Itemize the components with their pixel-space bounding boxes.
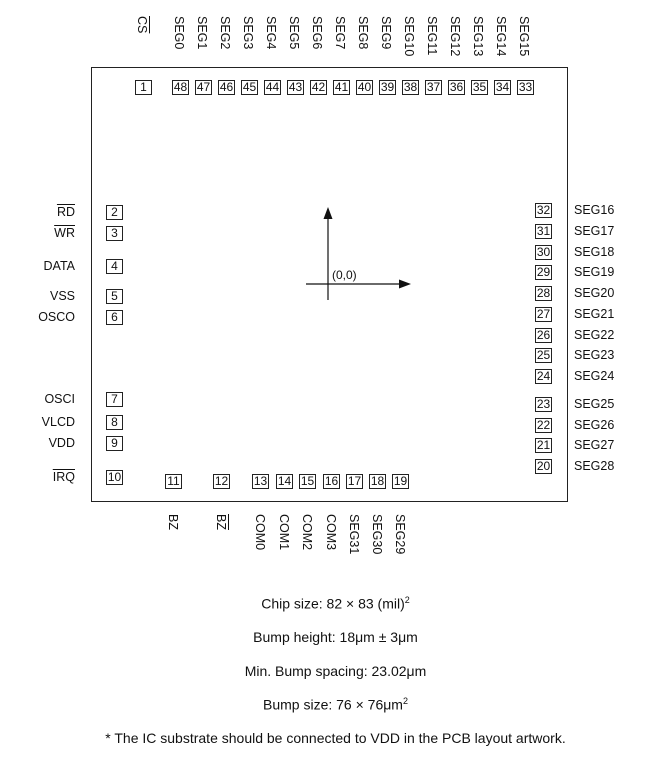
pin-label-right-7: SEG23 — [574, 348, 615, 362]
bump-size-note — [0, 696, 671, 713]
bump-spacing-note: Min. Bump spacing: 23.02μm — [244, 663, 427, 679]
pin-label-left-3: VSS — [49, 289, 75, 303]
pin-label-left-7: VDD — [48, 436, 75, 450]
pad-top-14: 35 — [472, 80, 487, 94]
pin-label-bottom-4: COM2 — [300, 514, 314, 551]
pin-label-top-7: SEG6 — [310, 16, 324, 50]
pin-label-right-11: SEG27 — [574, 438, 615, 452]
pin-label-left-5: OSCI — [44, 392, 75, 406]
pad-top-0: 1 — [135, 80, 152, 95]
pad-top-3: 46 — [219, 80, 234, 94]
pad-left-1: 3 — [106, 226, 123, 241]
pad-top-13: 36 — [449, 80, 464, 94]
pad-left-4: 6 — [106, 310, 123, 325]
x-axis-arrowhead — [399, 280, 411, 289]
pin-label-top-9: SEG8 — [356, 16, 370, 50]
pad-top-10: 39 — [380, 80, 395, 94]
pad-top-8: 41 — [334, 80, 349, 94]
pin-label-top-13: SEG12 — [448, 16, 462, 57]
pad-top-4: 45 — [242, 80, 257, 94]
pin-label-top-2: SEG1 — [195, 16, 209, 50]
pin-label-top-0: $\overline{CS}$ — [135, 16, 149, 34]
pin-label-top-10: SEG9 — [379, 16, 393, 50]
pin-label-right-4: SEG20 — [574, 286, 615, 300]
origin-label: (0,0) — [332, 268, 357, 282]
pad-right-0: 32 — [536, 203, 551, 217]
pad-top-11: 38 — [403, 80, 418, 94]
pin-label-right-3: SEG19 — [574, 265, 615, 279]
pad-right-8: 24 — [536, 369, 551, 383]
pin-label-bottom-2: COM0 — [253, 514, 267, 551]
pad-top-12: 37 — [426, 80, 441, 94]
pin-label-top-12: SEG11 — [425, 16, 439, 56]
pad-top-1: 48 — [173, 80, 188, 94]
pad-bottom-8: 19 — [393, 474, 408, 488]
pad-left-0: 2 — [106, 205, 123, 220]
pad-bottom-3: 14 — [277, 474, 292, 488]
pad-right-2: 30 — [536, 245, 551, 259]
pin-label-right-2: SEG18 — [574, 245, 615, 259]
pad-right-9: 23 — [536, 397, 551, 411]
pin-label-top-16: SEG15 — [517, 16, 531, 57]
pin-label-left-8: $\overline{IRQ}$ — [52, 470, 75, 484]
pin-label-right-6: SEG22 — [574, 328, 615, 342]
pad-bottom-5: 16 — [324, 474, 339, 488]
pin-label-bottom-0: BZ — [166, 514, 180, 530]
bump-height-note: Bump height: 18μm ± 3μm — [253, 629, 418, 645]
pin-label-bottom-3: COM1 — [277, 514, 291, 551]
pin-label-bottom-8: SEG29 — [393, 514, 407, 555]
pin-label-top-6: SEG5 — [287, 16, 301, 50]
pad-left-5: 7 — [106, 392, 123, 407]
pin-label-bottom-1: $\overline{BZ}$ — [214, 514, 228, 530]
pin-label-bottom-7: SEG30 — [370, 514, 384, 555]
pin-label-left-6: VLCD — [41, 415, 75, 429]
pin-label-right-12: SEG28 — [574, 459, 615, 473]
pin-label-right-1: SEG17 — [574, 224, 615, 238]
pin-label-left-0: $\overline{RD}$ — [56, 205, 75, 219]
substrate-footnote: * The IC substrate should be connected to VDD in the PCB layout artwork. — [105, 730, 566, 746]
pin-label-right-9: SEG25 — [574, 397, 615, 411]
chip-size-note — [0, 595, 671, 612]
pad-bottom-4: 15 — [300, 474, 315, 488]
pad-left-6: 8 — [106, 415, 123, 430]
pin-label-left-1: $\overline{WR}$ — [54, 226, 75, 240]
pin-label-top-14: SEG13 — [471, 16, 485, 57]
pin-label-bottom-6: SEG31 — [347, 514, 361, 555]
pad-top-9: 40 — [357, 80, 372, 94]
pad-left-7: 9 — [106, 436, 123, 451]
pad-right-3: 29 — [536, 265, 551, 279]
pin-label-top-15: SEG14 — [494, 16, 508, 57]
pin-label-left-4: OSCO — [38, 310, 75, 324]
pin-label-left-2: DATA — [43, 259, 75, 273]
pad-left-2: 4 — [106, 259, 123, 274]
pin-label-top-4: SEG3 — [241, 16, 255, 50]
pad-right-7: 25 — [536, 348, 551, 362]
pad-bottom-6: 17 — [347, 474, 362, 488]
pad-right-5: 27 — [536, 307, 551, 321]
pin-label-top-11: SEG10 — [402, 16, 416, 57]
pad-right-10: 22 — [536, 418, 551, 432]
pin-label-bottom-5: COM3 — [324, 514, 338, 551]
pad-top-5: 44 — [265, 80, 280, 94]
chip-size-text: Chip size: 82 × 83 (mil) — [261, 595, 405, 612]
pad-left-3: 5 — [106, 289, 123, 304]
bump-size-text: Bump size: 76 × 76μm — [263, 696, 403, 713]
pad-top-15: 34 — [495, 80, 510, 94]
bump-size-exponent: 2 — [402, 696, 408, 706]
pad-top-2: 47 — [196, 80, 211, 94]
pad-right-12: 20 — [536, 459, 551, 473]
pad-bottom-0: 11 — [165, 474, 182, 489]
pin-label-right-5: SEG21 — [574, 307, 615, 321]
pin-label-top-1: SEG0 — [172, 16, 186, 50]
pad-right-4: 28 — [536, 286, 551, 300]
chip-size-exponent: 2 — [404, 595, 410, 605]
pad-bottom-1: 12 — [214, 474, 229, 488]
pad-right-6: 26 — [536, 328, 551, 342]
pad-bottom-2: 13 — [253, 474, 268, 488]
pin-label-top-3: SEG2 — [218, 16, 232, 50]
pad-top-16: 33 — [518, 80, 533, 94]
pin-label-top-5: SEG4 — [264, 16, 278, 50]
y-axis-arrowhead — [324, 207, 333, 219]
pad-right-11: 21 — [536, 438, 551, 452]
pad-left-8: 10 — [107, 470, 122, 484]
pin-label-right-0: SEG16 — [574, 203, 615, 217]
pad-top-7: 42 — [311, 80, 326, 94]
pin-label-top-8: SEG7 — [333, 16, 347, 50]
pin-label-right-8: SEG24 — [574, 369, 615, 383]
pin-label-right-10: SEG26 — [574, 418, 615, 432]
pad-bottom-7: 18 — [370, 474, 385, 488]
pad-top-6: 43 — [288, 80, 303, 94]
pad-right-1: 31 — [536, 224, 551, 238]
